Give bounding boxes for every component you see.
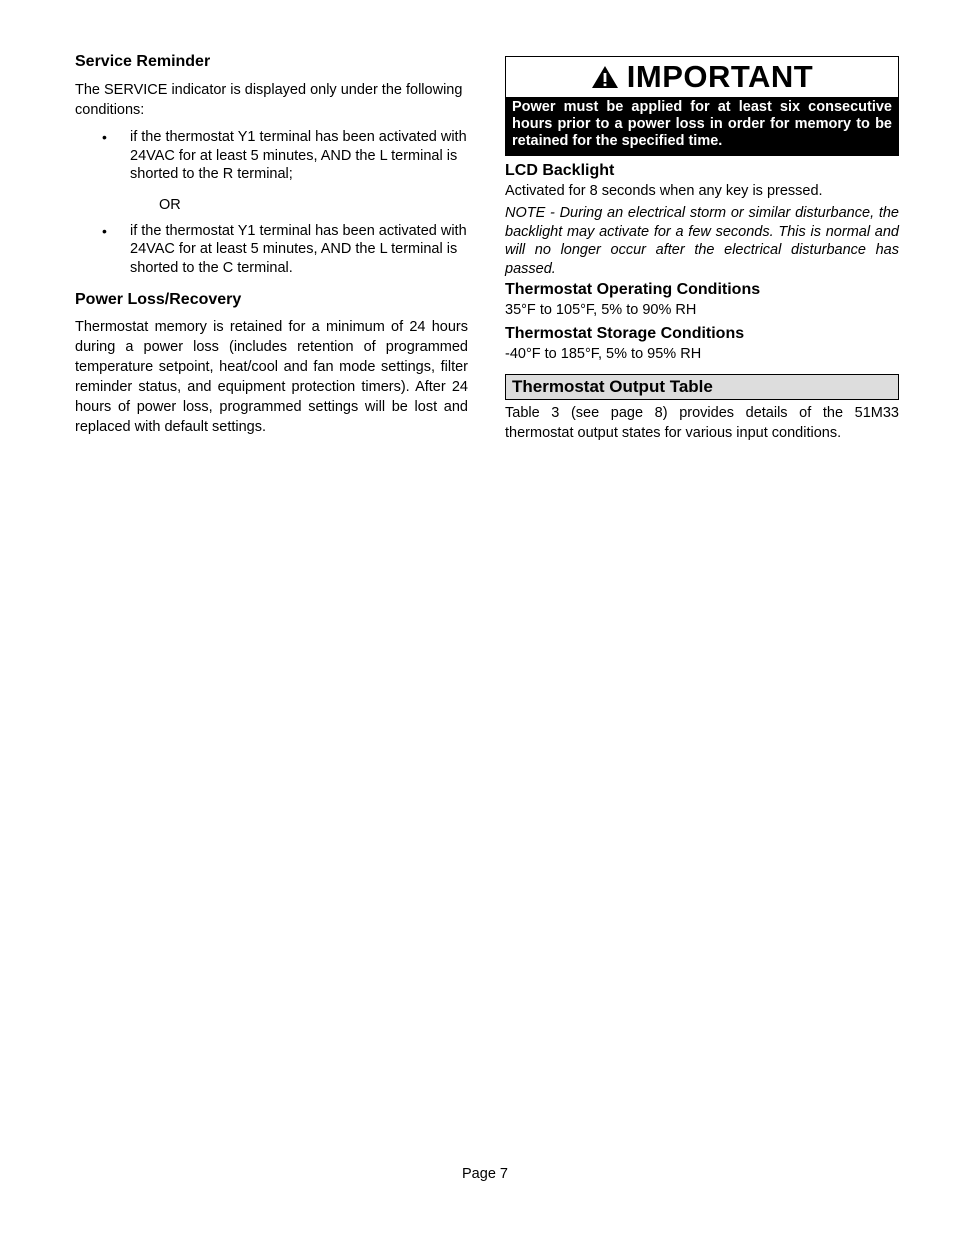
operating-conditions-text: 35°F to 105°F, 5% to 90% RH <box>505 302 697 318</box>
page-number: Page 7 <box>462 1166 508 1182</box>
condition-text: if the thermostat Y1 terminal has been activated with 24VAC for at least 5 minutes, AND the L terminal is shorted to the C terminal. <box>130 222 467 276</box>
important-header <box>506 57 898 97</box>
lcd-backlight-text: Activated for 8 seconds when any key is pressed. <box>505 183 823 199</box>
warning-icon <box>591 65 619 89</box>
service-reminder-heading: Service Reminder <box>75 53 211 70</box>
output-table-text: Table 3 (see page 8) provides details of the 51M33 thermostat output states for various input conditions. <box>505 405 899 441</box>
service-conditions-list <box>75 128 468 184</box>
service-conditions-list-2 <box>75 222 468 278</box>
service-reminder-intro: The SERVICE indicator is displayed only under the following conditions: <box>75 82 463 118</box>
list-item <box>75 128 468 184</box>
bullet-icon: • <box>102 129 107 145</box>
storage-conditions-heading: Thermostat Storage Conditions <box>505 325 745 342</box>
storage-conditions-text: -40°F to 185°F, 5% to 95% RH <box>505 346 702 362</box>
power-loss-text: Thermostat memory is retained for a minimum of 24 hours during a power loss (includes retention of programmed temperature setpoint, heat/cool and fan mode settings, filter reminder status, and equipment protection timers). After 24 hours of power loss, programmed settings will be lost and replaced with default settings. <box>75 319 468 435</box>
operating-conditions-heading: Thermostat Operating Conditions <box>505 281 761 298</box>
lcd-backlight-heading: LCD Backlight <box>505 162 615 179</box>
important-notice <box>505 56 899 156</box>
bullet-icon: • <box>102 222 107 239</box>
output-table-banner: Thermostat Output Table <box>505 374 899 400</box>
important-title: IMPORTANT <box>626 59 814 94</box>
power-loss-heading: Power Loss/Recovery <box>75 291 242 308</box>
condition-text: if the thermostat Y1 terminal has been activated with 24VAC for at least 5 minutes, AND the L terminal is shorted to the R terminal; <box>130 129 467 182</box>
left-column <box>75 52 468 437</box>
or-separator: OR <box>159 196 181 213</box>
backlight-note: NOTE - During an electrical storm or similar disturbance, the backlight may activate for a few seconds. This is normal and will no longer occur after the electrical disturbance has passed. <box>505 205 899 277</box>
right-column <box>505 56 899 443</box>
important-text: Power must be applied for at least six consecutive hours prior to a power loss in order for memory to be retained for the specified time. <box>506 97 898 155</box>
list-item <box>75 222 468 278</box>
